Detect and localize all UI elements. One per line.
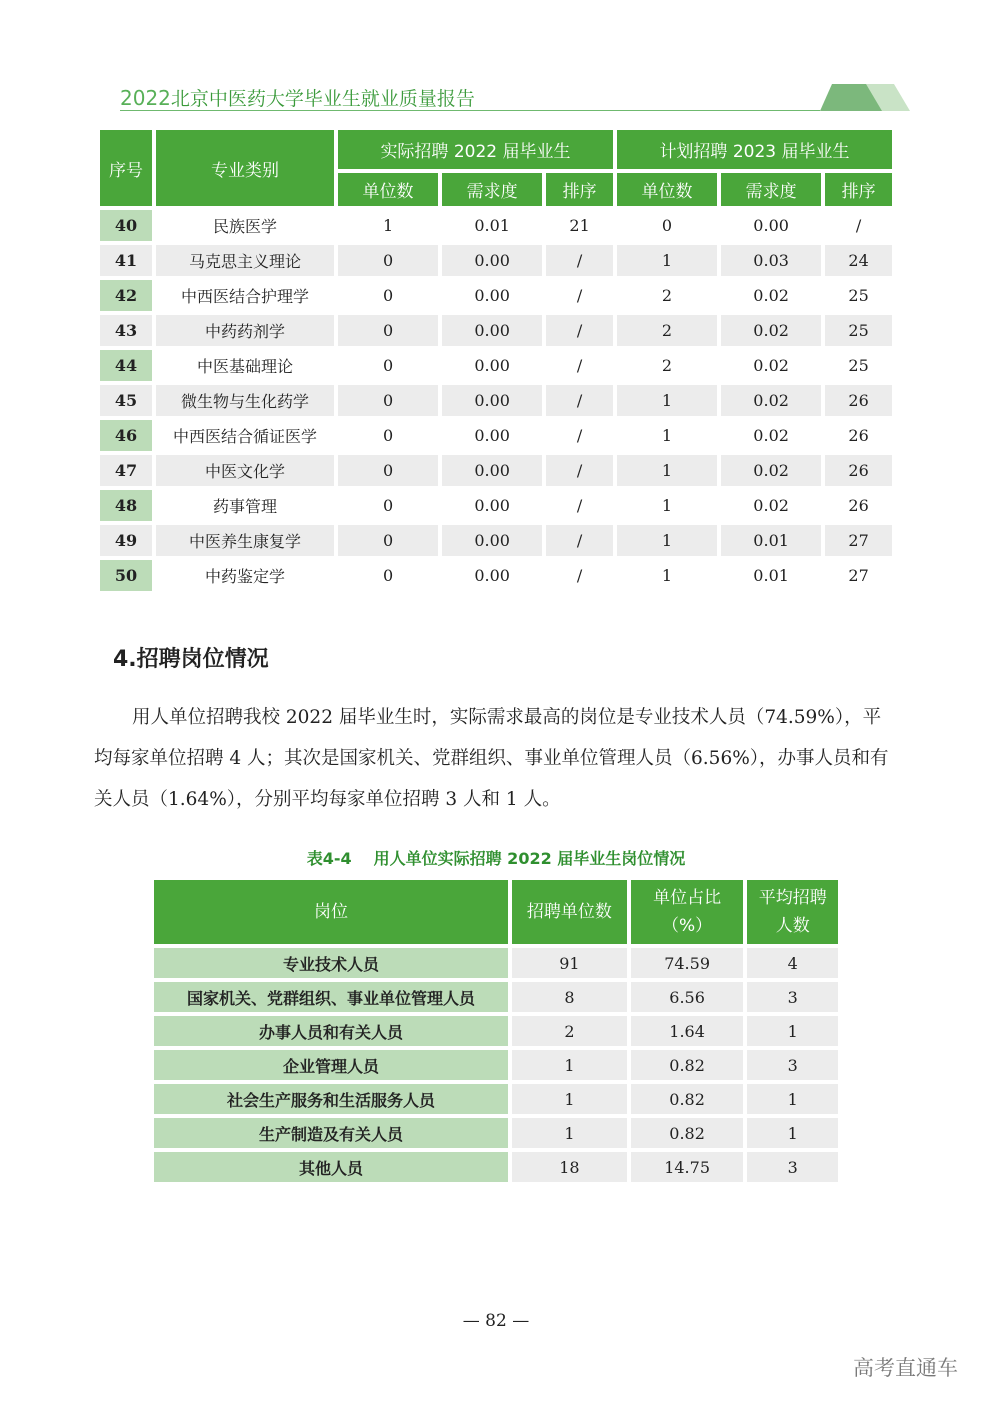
cell: 91 bbox=[512, 948, 627, 978]
cell: / bbox=[546, 560, 613, 591]
cell: 0.02 bbox=[721, 455, 821, 486]
ratio-header-line1: 单位占比 bbox=[653, 888, 722, 908]
cell: 1 bbox=[617, 560, 717, 591]
cell: 0 bbox=[338, 525, 438, 556]
cell: 0 bbox=[338, 420, 438, 451]
cell: 6.56 bbox=[631, 982, 744, 1012]
col-major-header: 专业类别 bbox=[156, 130, 334, 206]
major-name: 中西医结合护理学 bbox=[156, 280, 334, 311]
position-name: 办事人员和有关人员 bbox=[154, 1016, 508, 1046]
position-table bbox=[150, 876, 842, 1186]
row-index: 45 bbox=[100, 385, 152, 416]
position-name: 专业技术人员 bbox=[154, 948, 508, 978]
major-name: 中药鉴定学 bbox=[156, 560, 334, 591]
cell: 1 bbox=[747, 1016, 838, 1046]
cell: 1.64 bbox=[631, 1016, 744, 1046]
cell: 1 bbox=[747, 1118, 838, 1148]
header-decoration bbox=[820, 84, 912, 112]
cell: 0 bbox=[338, 245, 438, 276]
major-name: 药事管理 bbox=[156, 490, 334, 521]
cell: 0 bbox=[338, 385, 438, 416]
cell: / bbox=[546, 420, 613, 451]
cell: 25 bbox=[825, 350, 892, 381]
major-name: 中医基础理论 bbox=[156, 350, 334, 381]
header-rule bbox=[120, 110, 820, 111]
cell: 26 bbox=[825, 490, 892, 521]
sub-header: 需求度 bbox=[442, 173, 542, 206]
cell: 0.00 bbox=[442, 490, 542, 521]
table-row bbox=[154, 1152, 838, 1182]
cell: 0.00 bbox=[442, 350, 542, 381]
cell: 0.00 bbox=[442, 245, 542, 276]
ratio-header-line2: （%） bbox=[662, 916, 713, 936]
cell: 0.03 bbox=[721, 245, 821, 276]
table-row bbox=[100, 350, 892, 381]
cell: 0 bbox=[338, 560, 438, 591]
position-name: 生产制造及有关人员 bbox=[154, 1118, 508, 1148]
cell: 0 bbox=[338, 455, 438, 486]
table-row bbox=[100, 315, 892, 346]
cell: 25 bbox=[825, 315, 892, 346]
cell: 1 bbox=[617, 420, 717, 451]
cell: 25 bbox=[825, 280, 892, 311]
table-row bbox=[154, 1118, 838, 1148]
cell: 1 bbox=[617, 455, 717, 486]
header-text: 北京中医药大学毕业生就业质量报告 bbox=[170, 88, 475, 110]
col-index-header: 序号 bbox=[100, 130, 152, 206]
cell: 0.82 bbox=[631, 1084, 744, 1114]
caption-text: 用人单位实际招聘 2022 届毕业生岗位情况 bbox=[373, 849, 686, 868]
section-title: 4.招聘岗位情况 bbox=[113, 647, 269, 672]
cell: 1 bbox=[617, 525, 717, 556]
cell: 0 bbox=[338, 280, 438, 311]
cell: 0.02 bbox=[721, 315, 821, 346]
table-row bbox=[154, 948, 838, 978]
avg-header-line1: 平均招聘 bbox=[758, 888, 827, 908]
cell: 3 bbox=[747, 1050, 838, 1080]
sub-header: 排序 bbox=[546, 173, 613, 206]
cell: 18 bbox=[512, 1152, 627, 1182]
cell: 27 bbox=[825, 560, 892, 591]
cell: 1 bbox=[338, 210, 438, 241]
cell: 2 bbox=[512, 1016, 627, 1046]
cell: 1 bbox=[512, 1118, 627, 1148]
major-name: 中药药剂学 bbox=[156, 315, 334, 346]
header-title bbox=[120, 84, 475, 111]
cell: 0.82 bbox=[631, 1050, 744, 1080]
table-row bbox=[100, 525, 892, 556]
cell: 0.01 bbox=[442, 210, 542, 241]
cell: 3 bbox=[747, 982, 838, 1012]
cell: 0.00 bbox=[442, 560, 542, 591]
row-index: 50 bbox=[100, 560, 152, 591]
cell: 0.02 bbox=[721, 490, 821, 521]
cell: 24 bbox=[825, 245, 892, 276]
table-row bbox=[100, 420, 892, 451]
cell: 0.02 bbox=[721, 420, 821, 451]
position-name: 国家机关、党群组织、事业单位管理人员 bbox=[154, 982, 508, 1012]
row-index: 44 bbox=[100, 350, 152, 381]
cell: / bbox=[546, 525, 613, 556]
cell: 0.00 bbox=[442, 315, 542, 346]
table-caption bbox=[0, 846, 992, 869]
cell: 1 bbox=[617, 245, 717, 276]
table-row bbox=[100, 455, 892, 486]
cell: 0.00 bbox=[442, 455, 542, 486]
position-name: 企业管理人员 bbox=[154, 1050, 508, 1080]
major-name: 中医文化学 bbox=[156, 455, 334, 486]
watermark: 高考直通车 bbox=[853, 1356, 958, 1380]
cell: 0 bbox=[338, 490, 438, 521]
table-row bbox=[100, 210, 892, 241]
position-name: 社会生产服务和生活服务人员 bbox=[154, 1084, 508, 1114]
cell: / bbox=[546, 350, 613, 381]
paragraph-text: 用人单位招聘我校 2022 届毕业生时，实际需求最高的岗位是专业技术人员（74.59%），平均每家单位招聘 4 人；其次是国家机关、党群组织、事业单位管理人员（6.56%），办事人员和有关人员（1.64%），分别平均每家单位招聘 3 人和 1 人。 bbox=[94, 707, 889, 810]
table-row bbox=[100, 560, 892, 591]
table-row bbox=[154, 1084, 838, 1114]
col-units-header: 招聘单位数 bbox=[512, 880, 627, 944]
sub-header: 排序 bbox=[825, 173, 892, 206]
cell: 21 bbox=[546, 210, 613, 241]
cell: 26 bbox=[825, 455, 892, 486]
page-header bbox=[120, 84, 910, 114]
table-row bbox=[100, 385, 892, 416]
cell: 0 bbox=[617, 210, 717, 241]
cell: 2 bbox=[617, 280, 717, 311]
cell: 0.82 bbox=[631, 1118, 744, 1148]
cell: 1 bbox=[512, 1084, 627, 1114]
group-actual-header: 实际招聘 2022 届毕业生 bbox=[338, 130, 613, 169]
cell: / bbox=[546, 315, 613, 346]
major-name: 马克思主义理论 bbox=[156, 245, 334, 276]
table-row bbox=[100, 280, 892, 311]
major-name: 民族医学 bbox=[156, 210, 334, 241]
cell: 2 bbox=[617, 315, 717, 346]
cell: / bbox=[546, 245, 613, 276]
row-index: 47 bbox=[100, 455, 152, 486]
cell: 0.00 bbox=[442, 385, 542, 416]
row-index: 49 bbox=[100, 525, 152, 556]
avg-header-line2: 人数 bbox=[775, 916, 810, 936]
sub-header: 单位数 bbox=[617, 173, 717, 206]
major-name: 微生物与生化药学 bbox=[156, 385, 334, 416]
cell: 4 bbox=[747, 948, 838, 978]
table-row bbox=[154, 982, 838, 1012]
cell: 8 bbox=[512, 982, 627, 1012]
table-row bbox=[154, 1050, 838, 1080]
cell: 0.02 bbox=[721, 385, 821, 416]
cell: 0.00 bbox=[442, 280, 542, 311]
cell: 3 bbox=[747, 1152, 838, 1182]
cell: 1 bbox=[617, 490, 717, 521]
header-year: 2022 bbox=[120, 86, 171, 110]
cell: 2 bbox=[617, 350, 717, 381]
row-index: 42 bbox=[100, 280, 152, 311]
body-paragraph bbox=[94, 697, 894, 820]
cell: 1 bbox=[747, 1084, 838, 1114]
col-ratio-header bbox=[631, 880, 744, 944]
cell: / bbox=[825, 210, 892, 241]
row-index: 43 bbox=[100, 315, 152, 346]
cell: 0.00 bbox=[721, 210, 821, 241]
cell: 0 bbox=[338, 315, 438, 346]
major-name: 中医养生康复学 bbox=[156, 525, 334, 556]
cell: 0.00 bbox=[442, 525, 542, 556]
sub-header: 需求度 bbox=[721, 173, 821, 206]
group-plan-header: 计划招聘 2023 届毕业生 bbox=[617, 130, 892, 169]
cell: 26 bbox=[825, 420, 892, 451]
cell: / bbox=[546, 385, 613, 416]
page-number: — 82 — bbox=[462, 1311, 530, 1331]
cell: 74.59 bbox=[631, 948, 744, 978]
major-demand-table bbox=[96, 126, 896, 595]
cell: 1 bbox=[617, 385, 717, 416]
cell: 27 bbox=[825, 525, 892, 556]
cell: 0.00 bbox=[442, 420, 542, 451]
row-index: 40 bbox=[100, 210, 152, 241]
cell: 0.02 bbox=[721, 280, 821, 311]
table-row bbox=[100, 490, 892, 521]
row-index: 48 bbox=[100, 490, 152, 521]
table-row bbox=[154, 1016, 838, 1046]
cell: 0.01 bbox=[721, 525, 821, 556]
sub-header: 单位数 bbox=[338, 173, 438, 206]
cell: / bbox=[546, 490, 613, 521]
col-position-header: 岗位 bbox=[154, 880, 508, 944]
cell: / bbox=[546, 280, 613, 311]
cell: 0 bbox=[338, 350, 438, 381]
major-name: 中西医结合循证医学 bbox=[156, 420, 334, 451]
caption-label: 表4-4 bbox=[306, 849, 352, 868]
cell: 0.01 bbox=[721, 560, 821, 591]
row-index: 46 bbox=[100, 420, 152, 451]
cell: 1 bbox=[512, 1050, 627, 1080]
position-name: 其他人员 bbox=[154, 1152, 508, 1182]
cell: 26 bbox=[825, 385, 892, 416]
cell: 0.02 bbox=[721, 350, 821, 381]
row-index: 41 bbox=[100, 245, 152, 276]
cell: 14.75 bbox=[631, 1152, 744, 1182]
col-avg-header bbox=[747, 880, 838, 944]
cell: / bbox=[546, 455, 613, 486]
table-row bbox=[100, 245, 892, 276]
